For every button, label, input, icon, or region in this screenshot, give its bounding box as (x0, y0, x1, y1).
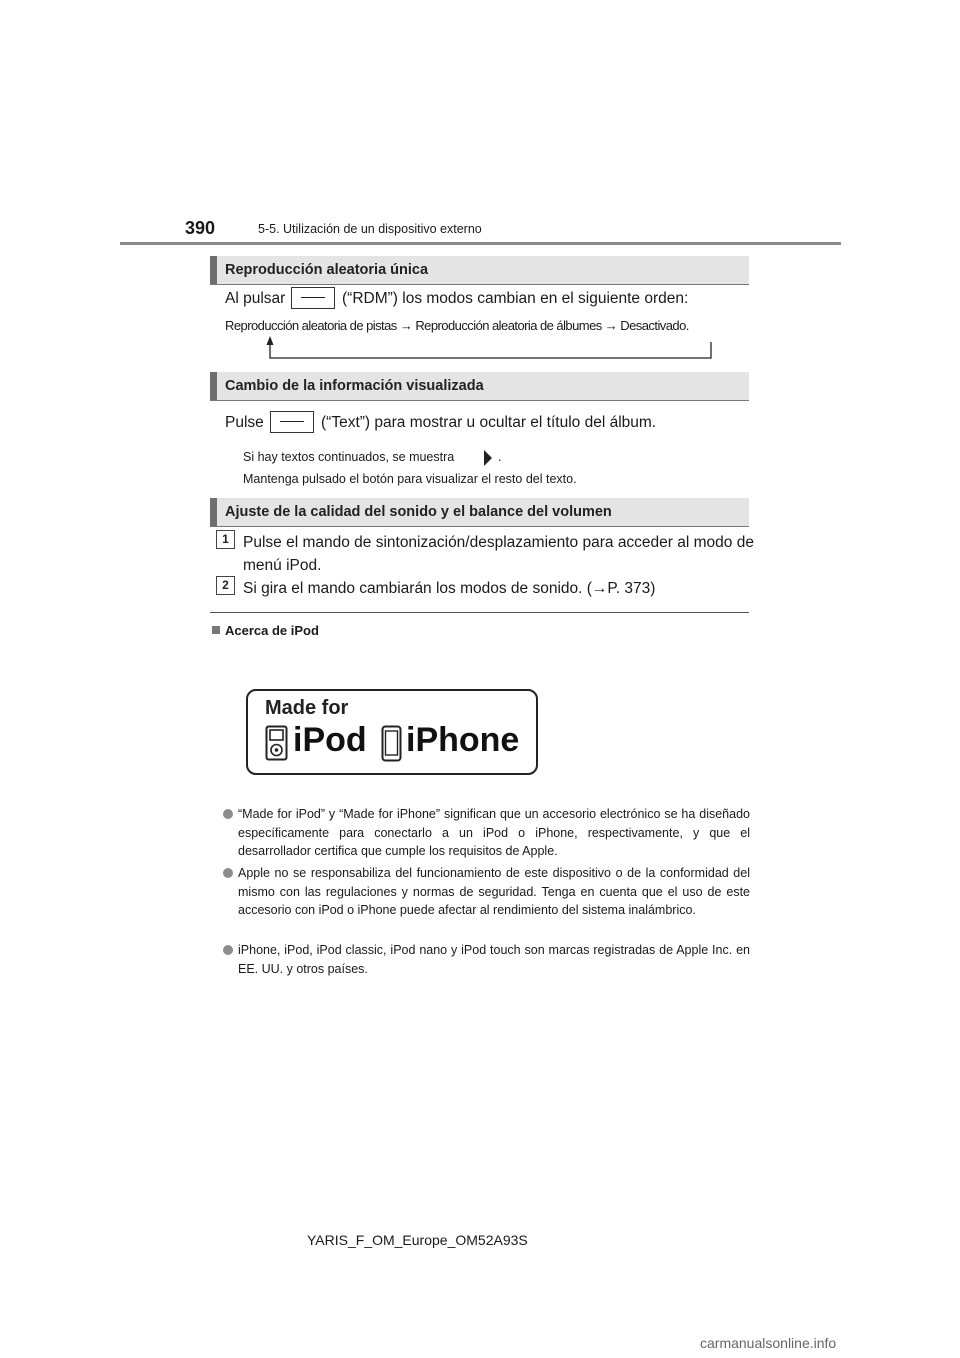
about-ipod-heading-text: Acerca de iPod (225, 623, 319, 638)
bullet-text: Apple no se responsabiliza del funcionamiento de este dispositivo o de la conformidad del mismo con las regulaciones y normas de seguridad. Tenga en cuenta que el uso de este accesorio con iPod o iPhone puede afectar al rendimiento del sistema inalámbrico. (238, 866, 750, 918)
about-bullet-1 (223, 805, 750, 861)
about-bullet-2 (223, 864, 750, 920)
rdm-button-icon (291, 287, 335, 309)
step-1-text (243, 531, 754, 577)
random-text-before: Al pulsar (225, 290, 286, 307)
section-divider (210, 612, 749, 613)
note-1-text: Si hay textos continuados, se muestra (243, 450, 455, 464)
continued-text-arrow-icon (484, 450, 492, 466)
random-mode-sequence (225, 318, 689, 333)
ipod-icon (265, 725, 289, 762)
display-note-1 (243, 450, 454, 464)
sequence-item-off: Desactivado. (620, 318, 689, 333)
sequence-item-tracks: Reproducción aleatoria de pistas (225, 318, 397, 333)
display-text-before: Pulse (225, 414, 264, 431)
bullet-text: “Made for iPod” y “Made for iPhone” significan que un accesorio electrónico se ha diseñado específicamente para conectarlo a un iPod o iPhone, respectivamente, y que el desarrollador certifica que cumple los requisitos de Apple. (238, 807, 750, 859)
about-ipod-heading (212, 623, 319, 638)
bullet-dot-icon (223, 868, 233, 878)
sequence-arrow-icon: → (604, 318, 618, 333)
header-rule (120, 242, 841, 245)
section-heading-display (210, 372, 749, 401)
display-note-2: Mantenga pulsado el botón para visualizar el resto del texto. (243, 472, 577, 486)
section-heading-text: Reproducción aleatoria única (225, 262, 429, 278)
logo-made-for-text: Made for (265, 697, 349, 719)
bullet-dot-icon (223, 945, 233, 955)
made-for-ipod-iphone-logo (246, 689, 538, 775)
square-bullet-icon (212, 626, 220, 634)
section-heading-bar (210, 372, 217, 400)
bullet-text: iPhone, iPod, iPod classic, iPod nano y iPod touch son marcas registradas de Apple Inc. en EE. UU. y otros países. (238, 943, 750, 976)
sequence-item-albums: Reproducción aleatoria de álbumes (415, 318, 602, 333)
watermark: carmanualsonline.info (700, 1335, 837, 1351)
logo-iphone-text: iPhone (406, 721, 520, 759)
section-heading-bar (210, 256, 217, 284)
section-heading-text: Cambio de la información visualizada (225, 378, 484, 394)
text-button-icon (270, 411, 314, 433)
step-1-line-1: Pulse el mando de sintonización/desplazamiento para acceder al modo de (243, 534, 754, 551)
step-2-text: Si gira el mando cambiarán los modos de sonido. (→P. 373) (243, 580, 656, 597)
bullet-dot-icon (223, 809, 233, 819)
section-heading-text: Ajuste de la calidad del sonido y el balance del volumen (225, 504, 612, 520)
about-bullet-3 (223, 941, 750, 978)
display-text-after: (“Text”) para mostrar u ocultar el título del álbum. (321, 414, 657, 431)
section-heading-bar (210, 498, 217, 526)
sequence-arrow-icon: → (399, 318, 413, 333)
section-heading-random (210, 256, 749, 285)
step-number-1: 1 (216, 530, 235, 549)
footer-document-code: YARIS_F_OM_Europe_OM52A93S (307, 1232, 528, 1248)
page-number: 390 (185, 218, 216, 238)
logo-ipod-text: iPod (293, 721, 367, 759)
iphone-icon (381, 725, 403, 762)
sequence-loop-arrow-icon (260, 334, 720, 364)
random-text-after: (“RDM”) los modos cambian en el siguiente orden: (342, 290, 689, 307)
step-1-line-2: menú iPod. (243, 557, 322, 574)
step-number-2: 2 (216, 576, 235, 595)
section-heading-sound (210, 498, 749, 527)
chapter-title: 5-5. Utilización de un dispositivo externo (258, 222, 482, 236)
note-1-period: . (498, 450, 502, 464)
